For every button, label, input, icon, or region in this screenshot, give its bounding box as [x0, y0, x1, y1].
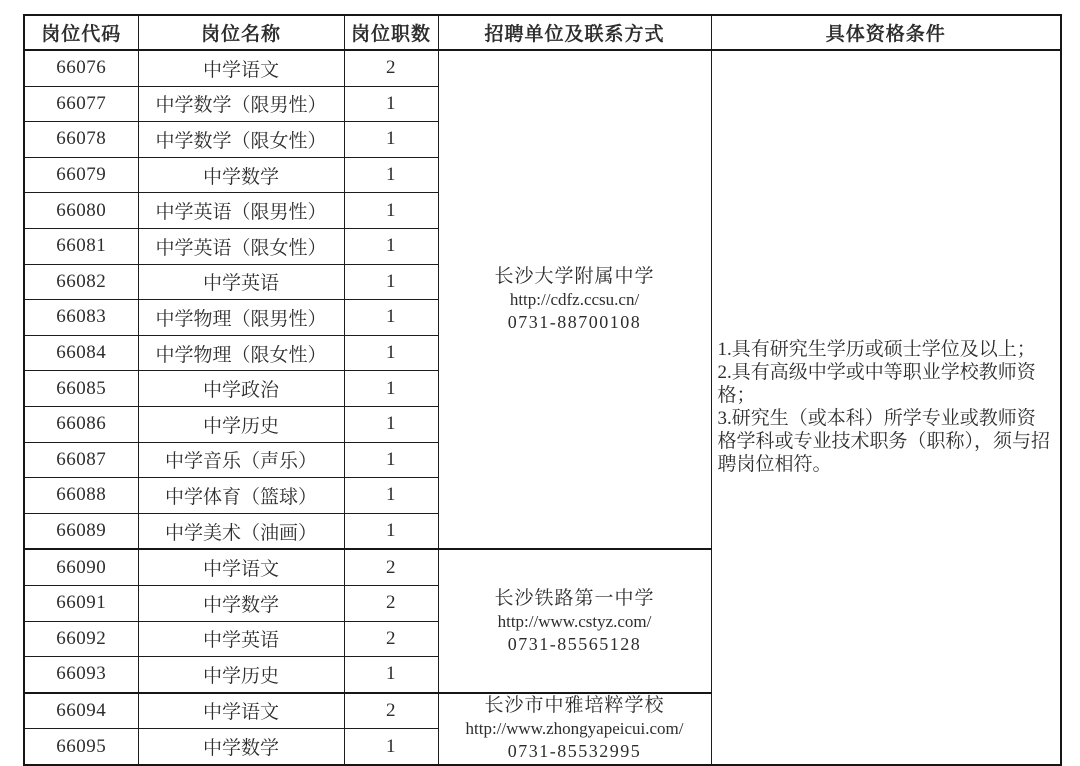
cell-position-count: 2 — [344, 693, 438, 729]
cell-position-count: 1 — [344, 86, 438, 122]
qualification-item: 2.具有高级中学或中等职业学校教师资格； — [717, 362, 1036, 407]
unit-phone: 0731-88700108 — [507, 312, 642, 333]
cell-position-code: 66092 — [24, 621, 138, 657]
cell-position-name: 中学英语 — [138, 264, 344, 300]
cell-position-name: 中学数学（限男性） — [138, 86, 344, 122]
cell-position-name: 中学音乐（声乐） — [138, 442, 344, 478]
cell-position-code: 66080 — [24, 193, 138, 229]
table-body — [24, 50, 1061, 765]
cell-position-name: 中学数学（限女性） — [138, 122, 344, 158]
cell-position-count: 1 — [344, 513, 438, 549]
cell-position-name: 中学历史 — [138, 406, 344, 442]
cell-position-name: 中学数学 — [138, 729, 344, 765]
cell-position-count: 1 — [344, 193, 438, 229]
cell-qualifications — [711, 50, 1061, 765]
unit-name: 长沙铁路第一中学 — [494, 587, 655, 609]
cell-position-count: 1 — [344, 122, 438, 158]
cell-recruiting-unit — [438, 693, 711, 765]
cell-position-name: 中学美术（油画） — [138, 513, 344, 549]
cell-position-count: 1 — [344, 371, 438, 407]
cell-recruiting-unit — [438, 549, 711, 692]
cell-position-count: 1 — [344, 657, 438, 693]
cell-position-count: 1 — [344, 478, 438, 514]
cell-position-count: 1 — [344, 264, 438, 300]
cell-position-code: 66079 — [24, 157, 138, 193]
unit-url: http://www.zhongyapeicui.com/ — [465, 719, 684, 739]
cell-position-count: 2 — [344, 585, 438, 621]
qualification-item: 1.具有研究生学历或硕士学位及以上； — [717, 339, 1036, 361]
cell-recruiting-unit — [438, 50, 711, 549]
cell-position-code: 66095 — [24, 729, 138, 765]
cell-position-count: 1 — [344, 335, 438, 371]
cell-position-code: 66086 — [24, 406, 138, 442]
cell-position-code: 66090 — [24, 549, 138, 585]
recruitment-table-container — [23, 14, 1062, 766]
cell-position-name: 中学英语 — [138, 621, 344, 657]
cell-position-name: 中学语文 — [138, 50, 344, 86]
cell-position-count: 2 — [344, 621, 438, 657]
cell-position-count: 1 — [344, 157, 438, 193]
cell-position-code: 66083 — [24, 300, 138, 336]
cell-position-name: 中学数学 — [138, 585, 344, 621]
cell-position-name: 中学政治 — [138, 371, 344, 407]
qualification-item: 3.研究生（或本科）所学专业或教师资格学科或专业技术职务（职称），须与招聘岗位相符。 — [717, 408, 1051, 476]
header-qualifications: 具体资格条件 — [711, 15, 1061, 50]
cell-position-code: 66088 — [24, 478, 138, 514]
table-header-row — [24, 15, 1061, 50]
cell-position-code: 66091 — [24, 585, 138, 621]
cell-position-count: 1 — [344, 228, 438, 264]
cell-position-count: 1 — [344, 442, 438, 478]
cell-position-name: 中学物理（限男性） — [138, 300, 344, 336]
cell-position-code: 66081 — [24, 228, 138, 264]
cell-position-name: 中学体育（篮球） — [138, 478, 344, 514]
cell-position-count: 2 — [344, 50, 438, 86]
cell-position-name: 中学英语（限男性） — [138, 193, 344, 229]
cell-position-count: 1 — [344, 729, 438, 765]
cell-position-code: 66082 — [24, 264, 138, 300]
header-unit-contact: 招聘单位及联系方式 — [438, 15, 711, 50]
header-position-count: 岗位职数 — [344, 15, 438, 50]
unit-phone: 0731-85565128 — [507, 633, 642, 654]
cell-position-count: 1 — [344, 406, 438, 442]
cell-position-name: 中学历史 — [138, 657, 344, 693]
cell-position-code: 66078 — [24, 122, 138, 158]
cell-position-code: 66085 — [24, 371, 138, 407]
cell-position-name: 中学数学 — [138, 157, 344, 193]
cell-position-code: 66076 — [24, 50, 138, 86]
cell-position-name: 中学物理（限女性） — [138, 335, 344, 371]
recruitment-table — [23, 14, 1062, 766]
cell-position-code: 66077 — [24, 86, 138, 122]
cell-position-name: 中学语文 — [138, 549, 344, 585]
cell-position-code: 66089 — [24, 513, 138, 549]
cell-position-count: 2 — [344, 549, 438, 585]
cell-position-code: 66087 — [24, 442, 138, 478]
cell-position-name: 中学语文 — [138, 693, 344, 729]
header-position-code: 岗位代码 — [24, 15, 138, 50]
unit-phone: 0731-85532995 — [507, 741, 642, 762]
cell-position-code: 66093 — [24, 657, 138, 693]
table-row — [24, 50, 1061, 86]
cell-position-name: 中学英语（限女性） — [138, 228, 344, 264]
unit-name: 长沙市中雅培粹学校 — [484, 695, 665, 717]
header-position-name: 岗位名称 — [138, 15, 344, 50]
unit-url: http://www.cstyz.com/ — [497, 611, 652, 631]
cell-position-code: 66094 — [24, 693, 138, 729]
unit-url: http://cdfz.ccsu.cn/ — [509, 290, 640, 310]
cell-position-code: 66084 — [24, 335, 138, 371]
cell-position-count: 1 — [344, 300, 438, 336]
unit-name: 长沙大学附属中学 — [494, 266, 655, 288]
